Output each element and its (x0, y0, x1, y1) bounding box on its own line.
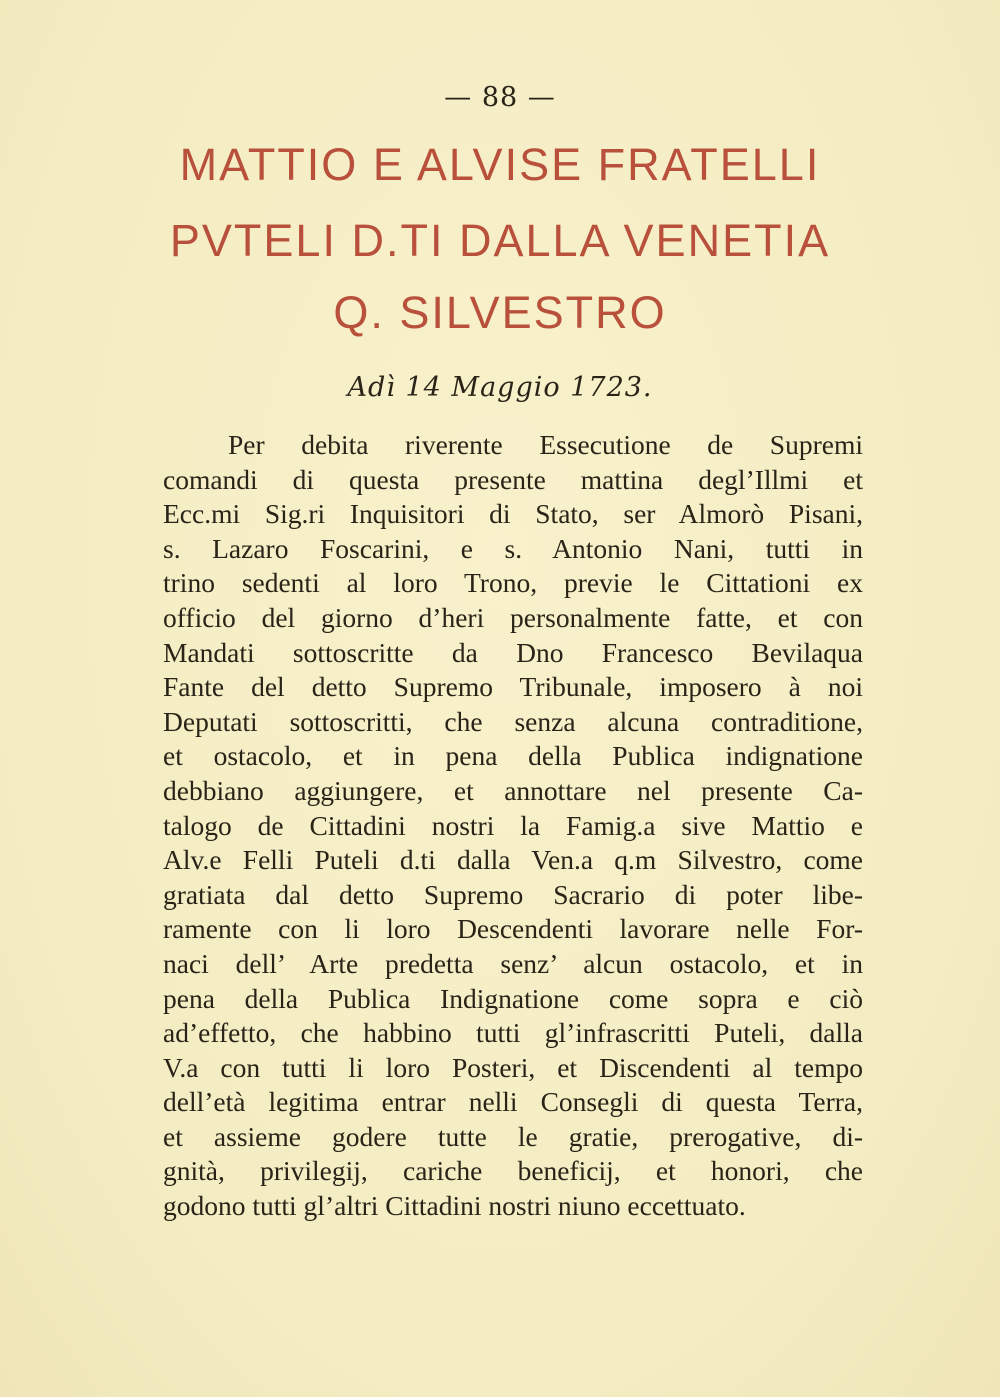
body-line: pena della Publica Indignatione come sopra e ciò (163, 982, 863, 1014)
body-line: comandi di questa presente mattina degl’Illmi et (163, 463, 863, 495)
body-line: ramente con li loro Descendenti lavorare nelle For- (163, 913, 863, 945)
body-line: Fante del detto Supremo Tribunale, imposero à noi (163, 671, 863, 703)
body-line: gratiata dal detto Supremo Sacrario di poter libe- (163, 878, 863, 910)
body-line: s. Lazaro Foscarini, e s. Antonio Nani, tutti in (163, 532, 863, 564)
body-line: Alv.e Felli Puteli d.ti dalla Ven.a q.m Silvestro, come (163, 844, 863, 876)
body-line: gnità, privilegij, cariche beneficij, et honori, che (163, 1155, 863, 1187)
body-line: trino sedenti al loro Trono, previe le Cittationi ex (163, 567, 863, 599)
body-line: et assieme godere tutte le gratie, prerogative, di- (163, 1120, 863, 1152)
body-line: Deputati sottoscritti, che senza alcuna contraditione, (163, 705, 863, 737)
heading-line-2: PVTELI D.TI DALLA VENETIA (169, 215, 831, 266)
body-line: talogo de Cittadini nostri la Famig.a sive Mattio e (163, 809, 863, 841)
dateline: Adì 14 Maggio 1723. (347, 372, 653, 403)
body-line: ad’effetto, che habbino tutti gl’infrascritti Puteli, dalla (163, 1017, 863, 1049)
body-line: Mandati sottoscritte da Dno Francesco Bevilaqua (163, 636, 863, 668)
heading-line-1: MATTIO E ALVISE FRATELLI (179, 139, 821, 190)
body-line: naci dell’ Arte predetta senz’ alcun ostacolo, et in (163, 947, 863, 979)
body-line: dell’età legitima entrar nelli Consegli di questa Terra, (163, 1086, 863, 1118)
body-line: Per debita riverente Essecutione de Supremi (228, 429, 863, 460)
body-paragraph (163, 428, 863, 1224)
body-line: godono tutti gl’altri Cittadini nostri niuno eccettuato. (163, 1190, 746, 1222)
body-line: Ecc.mi Sig.ri Inquisitori di Stato, ser Almorò Pisani, (163, 498, 863, 530)
heading-line-3: Q. SILVESTRO (333, 287, 667, 338)
body-line: officio del giorno d’heri personalmente fatte, et con (163, 601, 863, 633)
page-number: — 88 — (444, 82, 556, 113)
body-line: debbiano aggiungere, et annottare nel presente Ca- (163, 774, 863, 806)
body-line: V.a con tutti li loro Posteri, et Discendenti al tempo (163, 1051, 863, 1083)
body-line: et ostacolo, et in pena della Publica indignatione (163, 740, 863, 772)
